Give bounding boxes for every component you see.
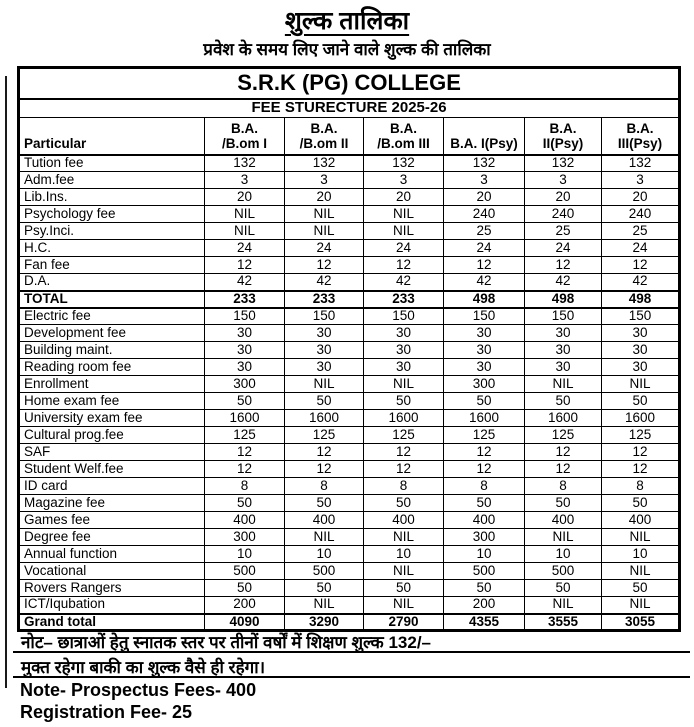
fee-value-cell: 125	[602, 427, 680, 444]
table-row	[19, 308, 680, 325]
fee-value-cell: 10	[364, 546, 444, 563]
fee-value-cell: 30	[285, 342, 364, 359]
fee-value-cell: 42	[285, 274, 364, 291]
fee-value-cell: 125	[285, 427, 364, 444]
table-row	[19, 444, 680, 461]
fee-value-cell: 8	[285, 478, 364, 495]
registration-fee-note: Registration Fee- 25	[20, 702, 193, 722]
fee-value-cell: 132	[285, 155, 364, 172]
fee-particular-label: Annual function	[19, 546, 205, 563]
fee-particular-label: ICT/Iqubation	[19, 597, 205, 614]
fee-value-cell: 1600	[364, 410, 444, 427]
fee-value-cell: 30	[205, 325, 285, 342]
fee-value-cell: NIL	[285, 223, 364, 240]
fee-particular-label: Student Welf.fee	[19, 461, 205, 478]
table-row	[19, 478, 680, 495]
fee-particular-label: ID card	[19, 478, 205, 495]
fee-value-cell: 24	[205, 240, 285, 257]
fee-value-cell: 50	[205, 393, 285, 410]
fee-value-cell: 400	[602, 512, 680, 529]
table-row	[19, 189, 680, 206]
fee-value-cell: 12	[525, 444, 602, 461]
fee-value-cell: 12	[205, 257, 285, 274]
fee-value-cell: 500	[285, 563, 364, 580]
hindi-note-line-2: मुक्त रहेगा बाकी का शुल्क वैसे ही रहेगा।	[13, 653, 690, 678]
fee-value-cell: 10	[205, 546, 285, 563]
fee-value-cell: 12	[205, 461, 285, 478]
fee-value-cell: 12	[444, 444, 525, 461]
fee-value-cell: 8	[602, 478, 680, 495]
fee-value-cell: 30	[525, 342, 602, 359]
fee-value-cell: 30	[364, 325, 444, 342]
fee-value-cell: 30	[285, 359, 364, 376]
fee-value-cell: 24	[602, 240, 680, 257]
fee-value-cell: 30	[444, 359, 525, 376]
fee-value-cell: 50	[444, 393, 525, 410]
fee-value-cell: NIL	[364, 563, 444, 580]
fee-value-cell: 8	[364, 478, 444, 495]
fee-value-cell: 25	[602, 223, 680, 240]
fee-value-cell: 500	[205, 563, 285, 580]
fee-value-cell: 50	[525, 495, 602, 512]
fee-value-cell: 1600	[285, 410, 364, 427]
fee-value-cell: 50	[285, 495, 364, 512]
fee-value-cell: 12	[525, 257, 602, 274]
table-row	[19, 393, 680, 410]
fee-value-cell: 150	[205, 308, 285, 325]
fee-particular-label: D.A.	[19, 274, 205, 291]
table-row	[19, 427, 680, 444]
fee-value-cell: 30	[602, 359, 680, 376]
table-row	[19, 529, 680, 546]
fee-value-cell: 42	[444, 274, 525, 291]
fee-value-cell: 3	[444, 172, 525, 189]
fee-value-cell: 50	[364, 580, 444, 597]
fee-value-cell: 24	[444, 240, 525, 257]
fee-value-cell: 20	[205, 189, 285, 206]
column-header: B.A. III(Psy)	[602, 118, 680, 155]
fee-value-cell: 132	[364, 155, 444, 172]
fee-table	[17, 66, 681, 632]
fee-value-cell: 20	[364, 189, 444, 206]
fee-value-cell: NIL	[364, 376, 444, 393]
fee-value-cell: 2790	[364, 614, 444, 631]
fee-value-cell: 10	[525, 546, 602, 563]
fee-value-cell: NIL	[285, 376, 364, 393]
fee-value-cell: 20	[525, 189, 602, 206]
fee-value-cell: 498	[602, 291, 680, 308]
fee-value-cell: 12	[364, 257, 444, 274]
column-header-row	[19, 118, 680, 155]
column-header: B.A. /B.om II	[285, 118, 364, 155]
fee-value-cell: 12	[444, 257, 525, 274]
fee-particular-label: Adm.fee	[19, 172, 205, 189]
column-header: B.A. I(Psy)	[444, 118, 525, 155]
fee-value-cell: 10	[444, 546, 525, 563]
fee-value-cell: 42	[364, 274, 444, 291]
fee-value-cell: 150	[364, 308, 444, 325]
fee-particular-label: Enrollment	[19, 376, 205, 393]
table-row	[19, 461, 680, 478]
fee-value-cell: 125	[525, 427, 602, 444]
fee-value-cell: 25	[525, 223, 602, 240]
fee-value-cell: 132	[205, 155, 285, 172]
fee-value-cell: 132	[444, 155, 525, 172]
fee-value-cell: NIL	[525, 376, 602, 393]
table-row	[19, 359, 680, 376]
fee-value-cell: 30	[205, 359, 285, 376]
fee-value-cell: 300	[205, 376, 285, 393]
fee-value-cell: 150	[444, 308, 525, 325]
table-row	[19, 325, 680, 342]
fee-value-cell: 233	[205, 291, 285, 308]
fee-particular-label: Lib.Ins.	[19, 189, 205, 206]
column-header: B.A. /B.om III	[364, 118, 444, 155]
fee-value-cell: 498	[444, 291, 525, 308]
fee-particular-label: TOTAL	[19, 291, 205, 308]
fee-value-cell: 300	[444, 529, 525, 546]
fee-value-cell: 30	[525, 359, 602, 376]
table-row	[19, 257, 680, 274]
fee-particular-label: Psy.Inci.	[19, 223, 205, 240]
fee-value-cell: 30	[525, 325, 602, 342]
fee-particular-label: Cultural prog.fee	[19, 427, 205, 444]
fee-value-cell: 400	[205, 512, 285, 529]
fee-particular-label: H.C.	[19, 240, 205, 257]
fee-value-cell: 200	[444, 597, 525, 614]
fee-value-cell: 30	[285, 325, 364, 342]
fee-value-cell: 400	[285, 512, 364, 529]
fee-value-cell: 233	[364, 291, 444, 308]
fee-value-cell: 3	[205, 172, 285, 189]
table-row	[19, 376, 680, 393]
table-row	[19, 495, 680, 512]
fee-particular-label: Magazine fee	[19, 495, 205, 512]
fee-value-cell: 24	[525, 240, 602, 257]
fee-value-cell: 3	[525, 172, 602, 189]
fee-value-cell: 50	[525, 580, 602, 597]
fee-value-cell: 30	[444, 325, 525, 342]
fee-particular-label: Rovers Rangers	[19, 580, 205, 597]
fee-value-cell: 400	[364, 512, 444, 529]
fee-value-cell: 50	[285, 393, 364, 410]
fee-value-cell: 25	[444, 223, 525, 240]
table-row	[19, 172, 680, 189]
fee-value-cell: 132	[602, 155, 680, 172]
page-title: शुल्क तालिका	[284, 7, 410, 35]
fee-value-cell: 4355	[444, 614, 525, 631]
fee-value-cell: NIL	[205, 223, 285, 240]
fee-value-cell: 125	[444, 427, 525, 444]
column-header: B.A. II(Psy)	[525, 118, 602, 155]
hindi-note-line-1: नोट– छात्राओं हेतु स्नातक स्तर पर तीनों वर्षों में शिक्षण शुल्क 132/–	[13, 628, 690, 653]
fee-value-cell: 30	[364, 342, 444, 359]
fee-value-cell: 3	[602, 172, 680, 189]
table-row	[19, 512, 680, 529]
fee-value-cell: 12	[364, 461, 444, 478]
fee-value-cell: 3290	[285, 614, 364, 631]
fee-value-cell: NIL	[285, 206, 364, 223]
fee-value-cell: 12	[602, 461, 680, 478]
fee-value-cell: 12	[205, 444, 285, 461]
fee-value-cell: 150	[285, 308, 364, 325]
fee-particular-label: Reading room fee	[19, 359, 205, 376]
fee-value-cell: 8	[444, 478, 525, 495]
fee-value-cell: NIL	[602, 376, 680, 393]
fee-value-cell: NIL	[364, 529, 444, 546]
fee-value-cell: NIL	[525, 529, 602, 546]
fee-particular-label: Games fee	[19, 512, 205, 529]
fee-value-cell: 20	[444, 189, 525, 206]
fee-value-cell: 12	[285, 444, 364, 461]
fee-value-cell: 50	[205, 580, 285, 597]
fee-particular-label: Degree fee	[19, 529, 205, 546]
fee-value-cell: 132	[525, 155, 602, 172]
table-row	[19, 240, 680, 257]
fee-value-cell: 3555	[525, 614, 602, 631]
fee-value-cell: 300	[205, 529, 285, 546]
fee-particular-label: SAF	[19, 444, 205, 461]
table-row	[19, 546, 680, 563]
fee-value-cell: 20	[602, 189, 680, 206]
fee-value-cell: NIL	[602, 563, 680, 580]
table-row	[19, 223, 680, 240]
fee-value-cell: 240	[602, 206, 680, 223]
fee-value-cell: 50	[444, 580, 525, 597]
column-header-particular: Particular	[19, 118, 205, 155]
fee-value-cell: 3	[285, 172, 364, 189]
fee-value-cell: 12	[525, 461, 602, 478]
fee-value-cell: NIL	[364, 597, 444, 614]
fee-value-cell: 4090	[205, 614, 285, 631]
fee-value-cell: 400	[444, 512, 525, 529]
fee-value-cell: 12	[602, 444, 680, 461]
fee-value-cell: 12	[602, 257, 680, 274]
fee-value-cell: 24	[285, 240, 364, 257]
fee-value-cell: NIL	[285, 529, 364, 546]
fee-value-cell: 20	[285, 189, 364, 206]
fee-value-cell: 8	[205, 478, 285, 495]
fee-value-cell: NIL	[364, 206, 444, 223]
fee-particular-label: Home exam fee	[19, 393, 205, 410]
scan-margin-line	[5, 76, 7, 688]
fee-value-cell: NIL	[285, 597, 364, 614]
fee-value-cell: 10	[285, 546, 364, 563]
table-row	[19, 155, 680, 172]
fee-value-cell: 3	[364, 172, 444, 189]
table-row	[19, 563, 680, 580]
fee-value-cell: 150	[602, 308, 680, 325]
fee-value-cell: 12	[444, 461, 525, 478]
fee-value-cell: 30	[444, 342, 525, 359]
table-row	[19, 274, 680, 291]
fee-value-cell: 125	[364, 427, 444, 444]
fee-value-cell: 150	[525, 308, 602, 325]
fee-value-cell: 50	[285, 580, 364, 597]
fee-value-cell: 498	[525, 291, 602, 308]
fee-value-cell: 50	[205, 495, 285, 512]
fee-particular-label: University exam fee	[19, 410, 205, 427]
fee-value-cell: 30	[602, 342, 680, 359]
fee-value-cell: 125	[205, 427, 285, 444]
fee-value-cell: 50	[364, 393, 444, 410]
fee-value-cell: 50	[602, 580, 680, 597]
fee-value-cell: 50	[364, 495, 444, 512]
fee-value-cell: 42	[205, 274, 285, 291]
fee-particular-label: Fan fee	[19, 257, 205, 274]
fee-particular-label: Building maint.	[19, 342, 205, 359]
fee-value-cell: 24	[364, 240, 444, 257]
college-name: S.R.K (PG) COLLEGE	[19, 68, 680, 99]
fee-value-cell: NIL	[364, 223, 444, 240]
fee-value-cell: 500	[444, 563, 525, 580]
fee-value-cell: 200	[205, 597, 285, 614]
table-row	[19, 597, 680, 614]
fee-particular-label: Grand total	[19, 614, 205, 631]
fee-value-cell: 300	[444, 376, 525, 393]
fee-value-cell: 42	[602, 274, 680, 291]
fee-value-cell: 400	[525, 512, 602, 529]
fee-value-cell: 1600	[205, 410, 285, 427]
fee-value-cell: 50	[444, 495, 525, 512]
fee-particular-label: Vocational	[19, 563, 205, 580]
fee-value-cell: 1600	[525, 410, 602, 427]
fee-value-cell: NIL	[602, 597, 680, 614]
fee-particular-label: Development fee	[19, 325, 205, 342]
fee-value-cell: 10	[602, 546, 680, 563]
fee-value-cell: 1600	[444, 410, 525, 427]
table-row	[19, 206, 680, 223]
page-subtitle: प्रवेश के समय लिए जाने वाले शुल्क की तालिका	[203, 40, 491, 59]
table-row	[19, 410, 680, 427]
fee-value-cell: 50	[525, 393, 602, 410]
college-name-row	[19, 68, 680, 99]
fee-structure-title: FEE STURECTURE 2025-26	[19, 99, 680, 118]
fee-value-cell: 50	[602, 495, 680, 512]
fee-value-cell: 50	[602, 393, 680, 410]
fee-particular-label: Electric fee	[19, 308, 205, 325]
prospectus-fee-note: Note- Prospectus Fees- 400	[20, 680, 257, 700]
fee-value-cell: 8	[525, 478, 602, 495]
fee-particular-label: Psychology fee	[19, 206, 205, 223]
fee-value-cell: 12	[285, 461, 364, 478]
fee-value-cell: NIL	[525, 597, 602, 614]
fee-value-cell: 12	[364, 444, 444, 461]
fee-value-cell: 3055	[602, 614, 680, 631]
fee-value-cell: 12	[285, 257, 364, 274]
fee-value-cell: 233	[285, 291, 364, 308]
fee-value-cell: 500	[525, 563, 602, 580]
fee-particular-label: Tution fee	[19, 155, 205, 172]
fee-value-cell: NIL	[602, 529, 680, 546]
fee-value-cell: 30	[205, 342, 285, 359]
fee-value-cell: 42	[525, 274, 602, 291]
fee-value-cell: 1600	[602, 410, 680, 427]
fee-value-cell: NIL	[205, 206, 285, 223]
fee-value-cell: 240	[525, 206, 602, 223]
column-header: B.A. /B.om I	[205, 118, 285, 155]
table-row	[19, 291, 680, 308]
fee-value-cell: 240	[444, 206, 525, 223]
table-row	[19, 580, 680, 597]
fee-structure-row	[19, 99, 680, 118]
fee-value-cell: 30	[364, 359, 444, 376]
table-row	[19, 342, 680, 359]
fee-value-cell: 30	[602, 325, 680, 342]
